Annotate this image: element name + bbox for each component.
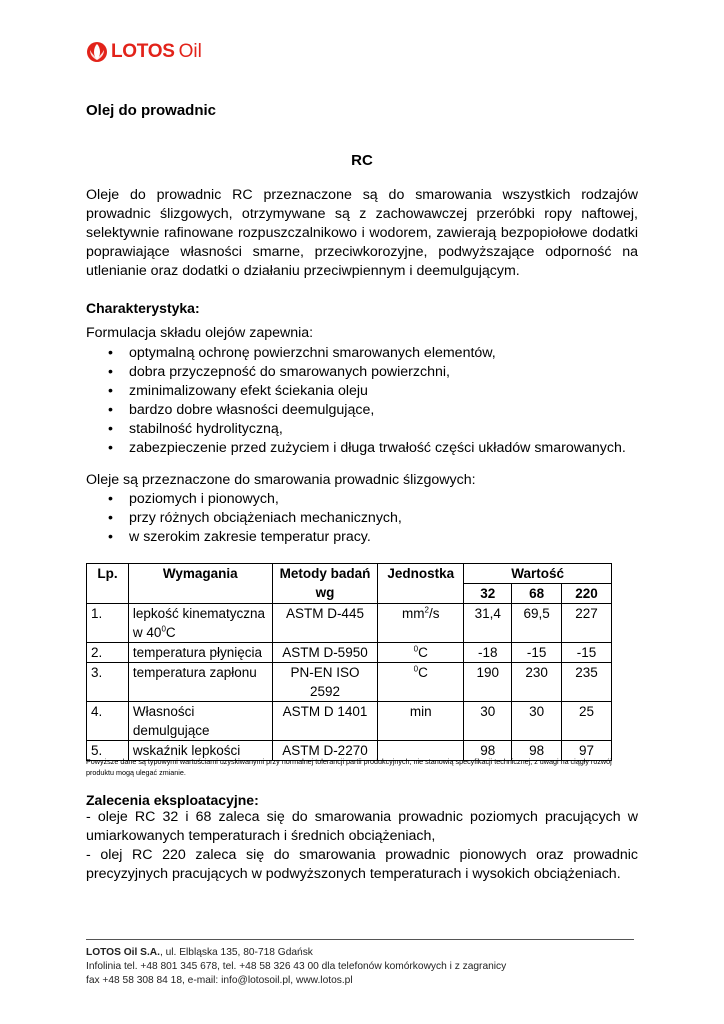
header-test-method: Metody badań wg [272, 564, 378, 604]
cell-unit: min [378, 702, 464, 741]
cell-value-68: -15 [512, 643, 562, 663]
list-item: • w szerokim zakresie temperatur pracy. [86, 528, 402, 547]
cell-requirement: temperatura płynięcia [128, 643, 272, 663]
recommendations-text [86, 808, 638, 884]
page-title: Olej do prowadnic [86, 102, 217, 119]
footer-contact-line: fax +48 58 308 84 18, e-mail: info@lotosoil.pl, www.lotos.pl [86, 975, 353, 986]
footer-address: , ul. Elbląska 135, 80-718 Gdańsk [159, 947, 313, 958]
cell-value-220: 25 [562, 702, 612, 741]
header-grade-220: 220 [562, 584, 612, 604]
footer-address-line [86, 946, 506, 960]
cell-method: PN-EN ISO 2592 [272, 663, 378, 702]
characteristics-lead: Formulacja składu olejów zapewnia: [86, 325, 314, 341]
list-item: • zabezpieczenie przed zużyciem i długa trwałość części układów smarowanych. [86, 439, 626, 458]
cell-value-32: 98 [464, 741, 512, 761]
header-requirements: Wymagania [128, 564, 272, 604]
cell-lp: 5. [87, 741, 129, 761]
footer-divider [86, 939, 634, 940]
cell-value-68: 30 [512, 702, 562, 741]
cell-value-68: 230 [512, 663, 562, 702]
header-value: Wartość [464, 564, 612, 584]
cell-value-220: 235 [562, 663, 612, 702]
footer [86, 946, 506, 988]
list-item: • bardzo dobre własności deemulgujące, [86, 401, 626, 420]
recommendation-line-2: - olej RC 220 zaleca się do smarowania prowadnic pionowych oraz prowadnic precyzyjnych pracujących w podwyższonych temperaturach i wysokich obciążeniach. [86, 847, 638, 882]
cell-lp: 4. [87, 702, 129, 741]
cell-requirement: lepkość kinematyczna w $40^0C$ [128, 604, 272, 643]
cell-requirement: Własności demulgujące [128, 702, 272, 741]
table-disclaimer-note: Powyższe dane są typowymi wartościami uzyskiwanymi przy normalnej tolerancji partii produkcyjnych, nie stanowią specyfikacji technicznej, z uwagi na ciągły rozwój produktu mogą ulegać zmianie. [86, 757, 612, 777]
cell-unit: $^0$C [378, 643, 464, 663]
list-item: • stabilność hydrolityczną, [86, 420, 626, 439]
cell-requirement: temperatura zapłonu [128, 663, 272, 702]
header-lp: Lp. [87, 564, 129, 604]
cell-method: ASTM D-5950 [272, 643, 378, 663]
usage-lead: Oleje są przeznaczone do smarowania prowadnic ślizgowych: [86, 472, 476, 488]
cell-unit: $mm^2/s$ [378, 604, 464, 643]
cell-method: ASTM D-445 [272, 604, 378, 643]
cell-value-220: 97 [562, 741, 612, 761]
cell-value-32: 30 [464, 702, 512, 741]
intro-paragraph: Oleje do prowadnic RC przeznaczone są do smarowania wszystkich rodzajów prowadnic ślizgowych, otrzymywane są z zachowawczej przeróbki ropy naftowej, selektywnie rafinowane rozpuszczalnikowo i wodorem, zawierają bezpopiołowe dodatki poprawiające własności smarne, przeciwkorozyjne, podwyższające odporność na utlenianie oraz dodatki o działaniu przeciwpiennym i deemulgującym. [86, 187, 638, 279]
list-item: • poziomych i pionowych, [86, 490, 402, 509]
table-row [87, 604, 612, 643]
cell-unit: $^0$C [378, 663, 464, 702]
recommendations-heading: Zalecenia eksploatacyjne: [86, 792, 259, 808]
table-row [87, 663, 612, 702]
cell-value-220: 227 [562, 604, 612, 643]
characteristics-list [86, 344, 626, 458]
logo-suffix-text: Oil [178, 41, 202, 62]
cell-requirement: wskaźnik lepkości [128, 741, 272, 761]
usage-list [86, 490, 402, 547]
cell-value-220: -15 [562, 643, 612, 663]
cell-value-68: 69,5 [512, 604, 562, 643]
footer-company: LOTOS Oil S.A. [86, 947, 160, 958]
header-unit: Jednostka [378, 564, 464, 604]
list-item: • optymalną ochronę powierzchni smarowanych elementów, [86, 344, 626, 363]
table-header-row [87, 564, 612, 584]
recommendation-line-1: - oleje RC 32 i 68 zaleca się do smarowania prowadnic poziomych pracujących w umiarkowanych temperaturach i średnich obciążeniach, [86, 809, 638, 844]
cell-lp: 3. [87, 663, 129, 702]
list-item: • dobra przyczepność do smarowanych powierzchni, [86, 363, 626, 382]
cell-value-32: 31,4 [464, 604, 512, 643]
table-row [87, 643, 612, 663]
table-row [87, 702, 612, 741]
product-name: RC [351, 152, 373, 169]
cell-value-32: 190 [464, 663, 512, 702]
header-grade-68: 68 [512, 584, 562, 604]
list-item: • zminimalizowany efekt ściekania oleju [86, 382, 626, 401]
cell-method: ASTM D 1401 [272, 702, 378, 741]
cell-value-68: 98 [512, 741, 562, 761]
logo-brand-text: LOTOS [111, 41, 175, 62]
cell-lp: 1. [87, 604, 129, 643]
header-grade-32: 32 [464, 584, 512, 604]
list-item: • przy różnych obciążeniach mechanicznych, [86, 509, 402, 528]
footer-phone-line: Infolinia tel. +48 801 345 678, tel. +48 58 326 43 00 dla telefonów komórkowych i z zagranicy [86, 961, 507, 972]
lotos-flower-icon [86, 41, 108, 63]
specification-table [86, 563, 612, 761]
cell-method: ASTM D-2270 [272, 741, 378, 761]
cell-value-32: -18 [464, 643, 512, 663]
lotos-oil-logo [86, 40, 202, 64]
characteristics-heading: Charakterystyka: [86, 300, 200, 316]
cell-lp: 2. [87, 643, 129, 663]
